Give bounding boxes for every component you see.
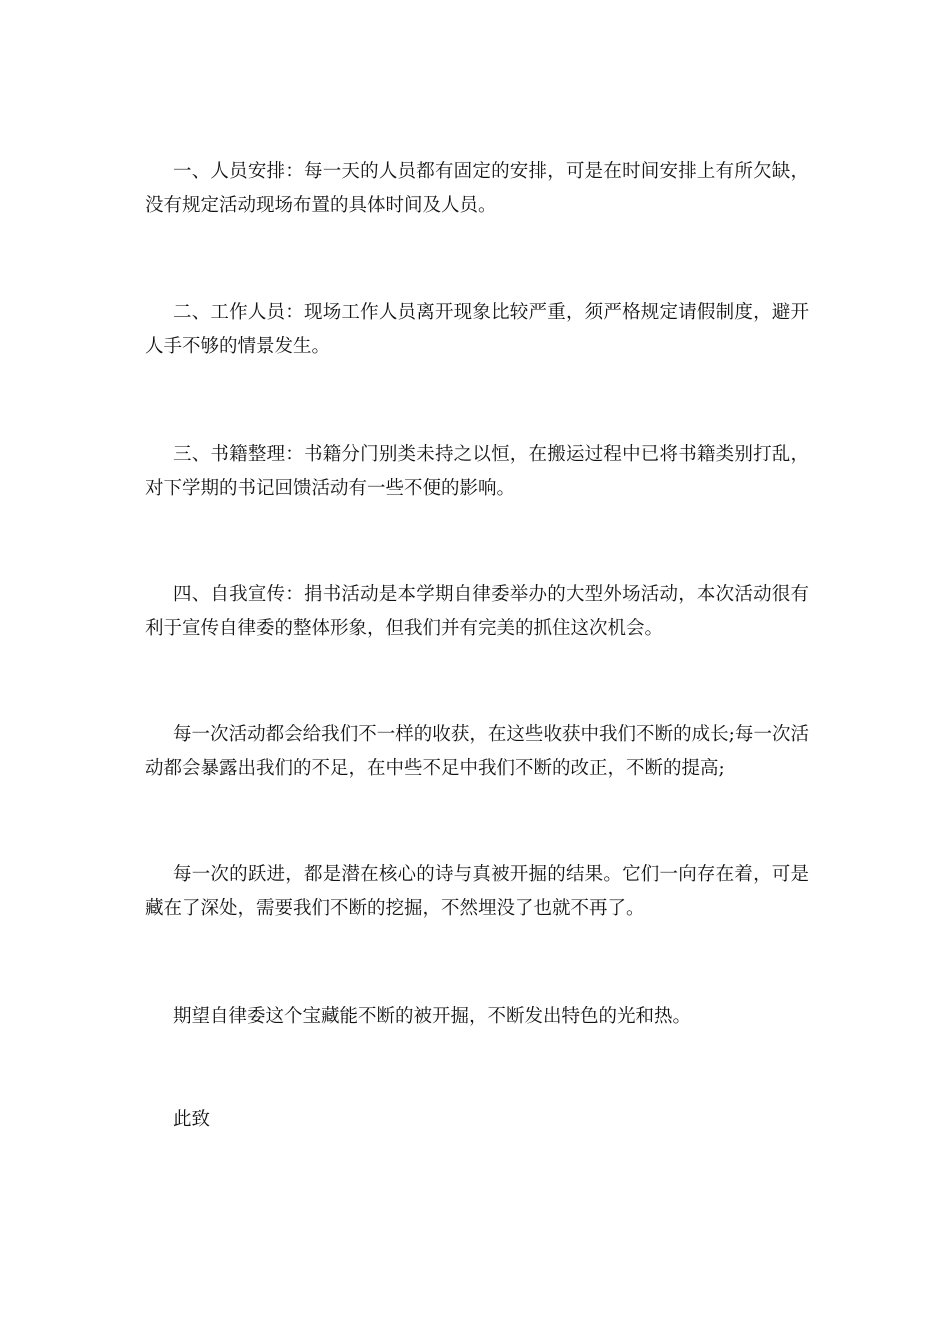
closing-salutation: 此致 [173,1109,211,1130]
paragraph-progress: 每一次的跃进，都是潜在核心的诗与真被开掘的结果。它们一向存在着，可是藏在了深处，需要我们不断的挖掘，不然埋没了也就不再了。 [145,864,809,919]
paragraph-hope: 期望自律委这个宝藏能不断的被开掘，不断发出特色的光和热。 [173,1006,692,1027]
paragraph-personnel-arrangement: 一、人员安排：每一天的人员都有固定的安排，可是在时间安排上有所欠缺，没有规定活动现场布置的具体时间及人员。 [145,161,809,216]
paragraph-book-sorting: 三、书籍整理：书籍分门别类未持之以恒，在搬运过程中已将书籍类别打乱，对下学期的书记回馈活动有一些不便的影响。 [145,444,809,499]
paragraph-self-promotion: 四、自我宣传：捐书活动是本学期自律委举办的大型外场活动，本次活动很有利于宣传自律委的整体形象，但我们并有完美的抓住这次机会。 [145,584,809,639]
paragraph-staff: 二、工作人员：现场工作人员离开现象比较严重，须严格规定请假制度，避开人手不够的情景发生。 [145,302,809,357]
paragraph-reflection: 每一次活动都会给我们不一样的收获，在这些收获中我们不断的成长;每一次活动都会暴露出我们的不足，在中些不足中我们不断的改正，不断的提高; [145,724,809,779]
